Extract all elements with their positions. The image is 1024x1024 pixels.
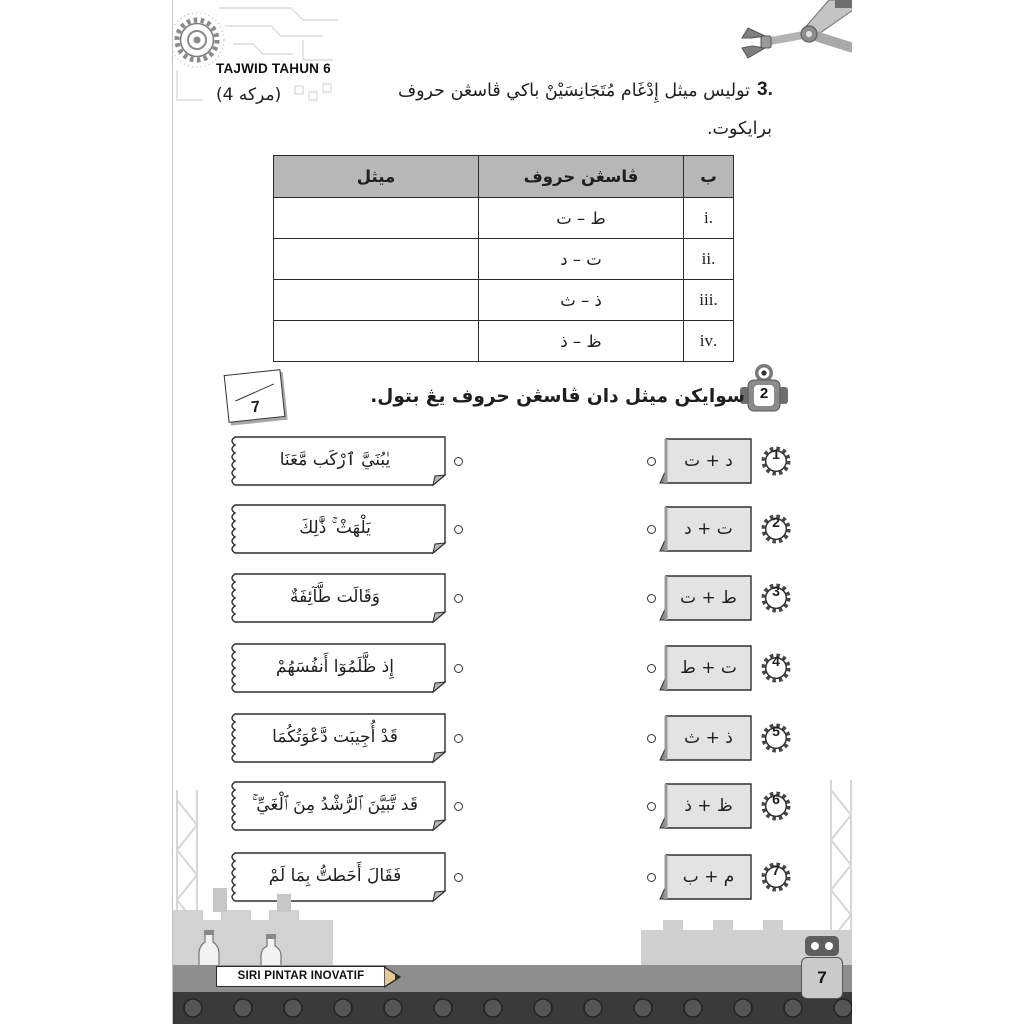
example-cell xyxy=(274,321,479,362)
letter-pair: ب + م xyxy=(682,867,735,887)
letter-pair-card xyxy=(658,574,753,622)
row-label: .iii xyxy=(699,290,718,309)
row-label: .iv xyxy=(699,331,718,350)
worksheet-page xyxy=(172,0,852,1024)
phrase-connector-dot xyxy=(454,664,463,673)
letter-pair: د + ت xyxy=(684,519,733,539)
item-number: 6 xyxy=(772,791,780,807)
phrase-card xyxy=(223,503,449,555)
item-number: 2 xyxy=(772,514,780,530)
table-row xyxy=(274,321,734,362)
question-number: 3. xyxy=(757,79,773,100)
gear-number-icon xyxy=(761,653,791,683)
phrase-text: إِذ ظَّلَمُوٓا أَنفُسَهُمْ xyxy=(276,657,394,677)
pair-connector-dot xyxy=(647,457,656,466)
phrase-text: يٰبُنَيَّ ٱرْكَب مَّعَنَا xyxy=(279,450,391,470)
gear-number-icon xyxy=(761,446,791,476)
letter-pair-card xyxy=(658,714,753,762)
question-text-line-1: توليس ميثل إِدْغَام مُتَجَانِسَيْنْ باكي ڤاسڠن حروف xyxy=(397,81,750,101)
row-label: .ii xyxy=(701,249,716,268)
pair-connector-dot xyxy=(647,594,656,603)
phrase-text: قَدْ أُجِيبَت دَّعْوَتُكُمَا xyxy=(272,727,398,747)
phrase-connector-dot xyxy=(454,734,463,743)
phrase-card xyxy=(223,712,449,764)
pair-connector-dot xyxy=(647,525,656,534)
row-letter-pair: ث – ذ xyxy=(560,290,602,310)
row-letter-pair: د – ت xyxy=(560,249,602,269)
pair-connector-dot xyxy=(647,734,656,743)
gear-number-icon xyxy=(761,514,791,544)
table-row xyxy=(274,280,734,321)
pair-connector-dot xyxy=(647,664,656,673)
item-number: 3 xyxy=(772,583,780,599)
item-number: 4 xyxy=(772,653,780,669)
row-label: .i xyxy=(704,208,713,227)
example-cell xyxy=(274,239,479,280)
page-number: 7 xyxy=(801,957,843,999)
phrase-text: وَقَالَت طَّآئِفَةٌ xyxy=(290,587,380,607)
letter-pair: ت + ط xyxy=(680,588,737,608)
section-number: 2 xyxy=(759,385,769,402)
row-letter-pair: ذ – ظ xyxy=(560,331,602,351)
phrase-text: قَد تَّبَيَّنَ ٱلرُّشْدُ مِنَ ٱلْغَيِّ ۚ xyxy=(252,795,418,815)
phrase-card xyxy=(223,435,449,487)
score-box xyxy=(224,369,286,423)
letter-pair: ت + د xyxy=(684,451,733,471)
phrase-text: فَقَالَ أَحَطتُّ بِمَا لَمْ xyxy=(268,866,402,886)
header-label: ب xyxy=(684,156,734,198)
letter-pair-card xyxy=(658,644,753,692)
row-letter-pair: ت – ط xyxy=(556,208,606,228)
header-letters: ڤاسڠن حروف xyxy=(479,156,684,198)
answer-table xyxy=(273,155,734,362)
letter-pair: ذ + ظ xyxy=(684,796,733,816)
table-row xyxy=(274,239,734,280)
example-cell xyxy=(274,198,479,239)
score-total: 7 xyxy=(250,398,262,417)
table-row xyxy=(274,198,734,239)
item-number: 7 xyxy=(772,862,780,878)
marks-label: (4 مركه) xyxy=(216,85,282,105)
pencil-tip-icon xyxy=(384,966,402,988)
letter-pair-card xyxy=(658,437,753,485)
robot-arm-icon xyxy=(733,0,852,72)
example-cell xyxy=(274,280,479,321)
gear-number-icon xyxy=(761,583,791,613)
phrase-text: يَلْهَثْ ۚ ذَّٰلِكَ xyxy=(299,518,371,538)
phrase-card xyxy=(223,642,449,694)
series-label: SIRI PINTAR INOVATIF xyxy=(216,966,386,987)
phrase-connector-dot xyxy=(454,594,463,603)
letter-pair: ط + ت xyxy=(680,658,737,678)
item-number: 1 xyxy=(772,446,780,462)
letter-pair-card xyxy=(658,505,753,553)
letter-pair: ث + ذ xyxy=(684,728,733,748)
book-title: TAJWID TAHUN 6 xyxy=(216,61,331,76)
item-number: 5 xyxy=(772,723,780,739)
phrase-connector-dot xyxy=(454,525,463,534)
phrase-connector-dot xyxy=(454,457,463,466)
phrase-card xyxy=(223,572,449,624)
section-badge xyxy=(739,363,789,415)
table-header-row xyxy=(274,156,734,198)
header-example: ميثل xyxy=(274,156,479,198)
question-text-line-2: برايكوت. xyxy=(706,119,772,139)
gear-number-icon xyxy=(761,723,791,753)
section-instruction: سوايكن ميثل دان ڤاسڠن حروف يڠ بتول. xyxy=(370,386,745,407)
